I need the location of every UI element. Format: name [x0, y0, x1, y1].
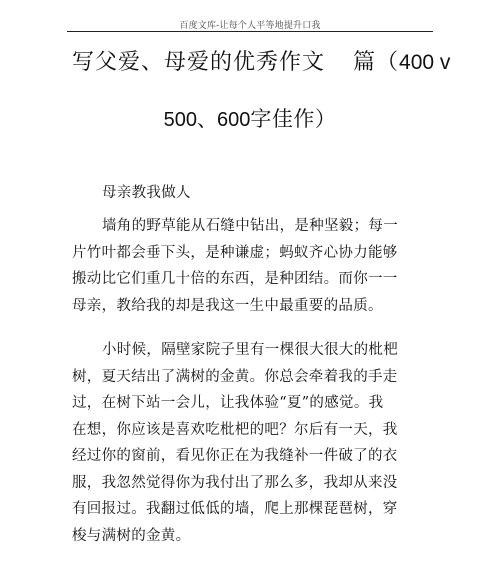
paragraph-line: 有回报过。我翻过低低的墙，爬上那棵琵琶树，穿: [72, 501, 398, 517]
paragraph-line: 小时候，隔壁家院子里有一棵很大很大的枇杷: [102, 342, 398, 358]
paragraph-line: 过，在树下站一会儿，让我体验“夏”的感觉。我: [72, 395, 384, 411]
paragraph-line: 树，夏天结出了满树的金黄。你总会牵着我的手走: [72, 368, 398, 385]
paragraph-1: [72, 213, 402, 319]
paragraph-line: 母亲，教给我的却是我这一生中最重要的品质。: [72, 297, 383, 314]
essay-subtitle: [72, 180, 432, 207]
paragraph-line: 搬动比它们重几十倍的东西，是种团结。而你一一: [72, 271, 398, 287]
title-count-cn: 篇（: [353, 50, 400, 75]
paragraph-line: 片竹叶都会垂下头，是种谦虚；蚂蚁齐心协力能够: [72, 244, 398, 261]
title-count-prefix: [353, 45, 450, 76]
essay-subtitle-text: 母亲教我做人: [102, 185, 191, 201]
paragraph-line: 在想，你应该是喜欢吃枇杷的吧？尔后有一天，我: [72, 421, 398, 438]
header-divider: [67, 31, 433, 32]
title-main-text: 写父爱、母爱的优秀作文: [72, 50, 326, 75]
page-header-text: 百度文库-让每个人平等地提升口我: [179, 21, 321, 31]
title-count-num: 400 v: [399, 51, 451, 74]
paragraph-2: [72, 337, 402, 549]
title-count-suffix: 字佳作）: [250, 107, 337, 131]
document-title-line2: [0, 103, 500, 133]
paragraph-line: 经过你的窗前，看见你正在为我缝补一件破了的衣: [72, 448, 398, 464]
title-count-num2: 500、600: [163, 109, 251, 131]
document-title-line1: [72, 45, 450, 76]
paragraph-line: 梭与满树的金黄。: [72, 527, 191, 544]
paragraph-line: 服，我忽然觉得你为我付出了那么多，我却从来没: [72, 474, 398, 491]
paragraph-line: 墙角的野草能从石缝中钻出，是种坚毅；每一: [102, 218, 398, 234]
